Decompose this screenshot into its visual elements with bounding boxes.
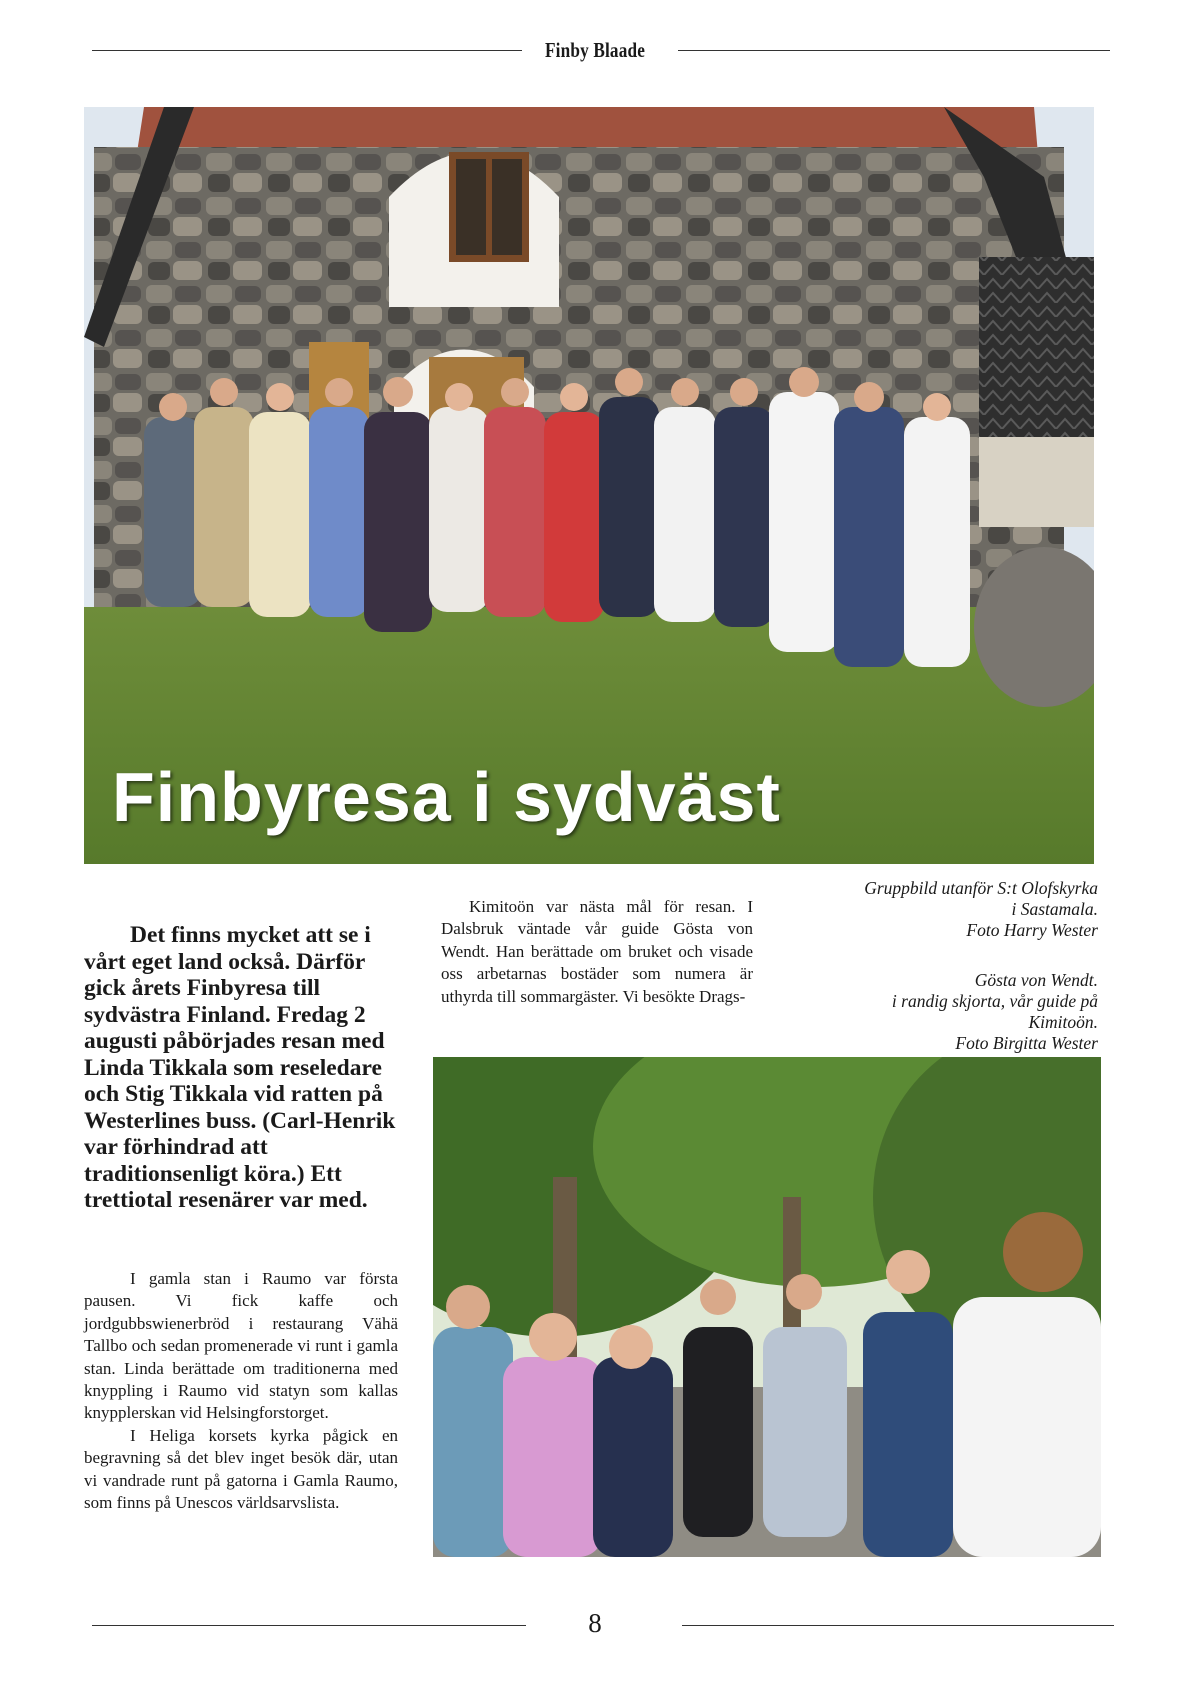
caption-line: i Sastamala. [1011,899,1098,919]
park-group-illustration [433,1057,1101,1557]
caption-line: i randig skjorta, vår guide på [891,991,1098,1011]
photo-credit: Foto Harry Wester [966,920,1098,940]
caption-line: Kimitoön. [1028,1012,1098,1032]
photo-caption-church [790,878,1098,941]
page-number: 8 [588,1608,602,1638]
body-paragraph: I gamla stan i Raumo var första pausen. Vi fick kaffe och jordgubbswienerbröd i restaurang Vähä Tallbo och sedan promenerade vi runt i gamla stan. Linda berättade om traditionerna med knyppling i Raumo vid statyn som kallas knypplerskan vid Helsingforstorget. [84,1269,398,1423]
photo-caption-guide [840,970,1098,1054]
body-column-left [84,1268,398,1514]
body-column-middle [441,896,753,1008]
caption-line: Gösta von Wendt. [974,970,1098,990]
guide-group-photo [433,1057,1101,1557]
photo-credit: Foto Birgitta Wester [955,1033,1098,1053]
church-group-illustration [84,107,1094,864]
body-paragraph: I Heliga korsets kyrka pågick en begravning så det blev inget besök där, utan vi vandrade runt på gatorna i Gamla Raumo, som finns på Unescos världsarvslista. [84,1425,398,1513]
caption-line: Gruppbild utanför S:t Olofskyrka [864,878,1098,898]
article-headline: Finbyresa i sydväst [112,758,781,836]
intro-paragraph: Det finns mycket att se i vårt eget land också. Därför gick årets Finbyresa till sydvästra Finland. Fredag 2 augusti påbörjades resan med Linda Tikkala som reseledare och Stig Tikkala vid ratten på Westerlines buss. (Carl-Henrik var förhindrad att traditionsenligt köra.) Ett trettiotal resenärer var med. [84,922,396,1213]
hero-photo [84,107,1094,864]
body-paragraph: Kimitoön var nästa mål för resan. I Dalsbruk väntade vår guide Gösta von Wendt. Han berättade om bruket och visade oss arbetarnas bostäder som numera är uthyrda till sommargäster. Vi besökte Drags- [441,897,753,1006]
publication-title: Finby Blaade [544,38,646,62]
